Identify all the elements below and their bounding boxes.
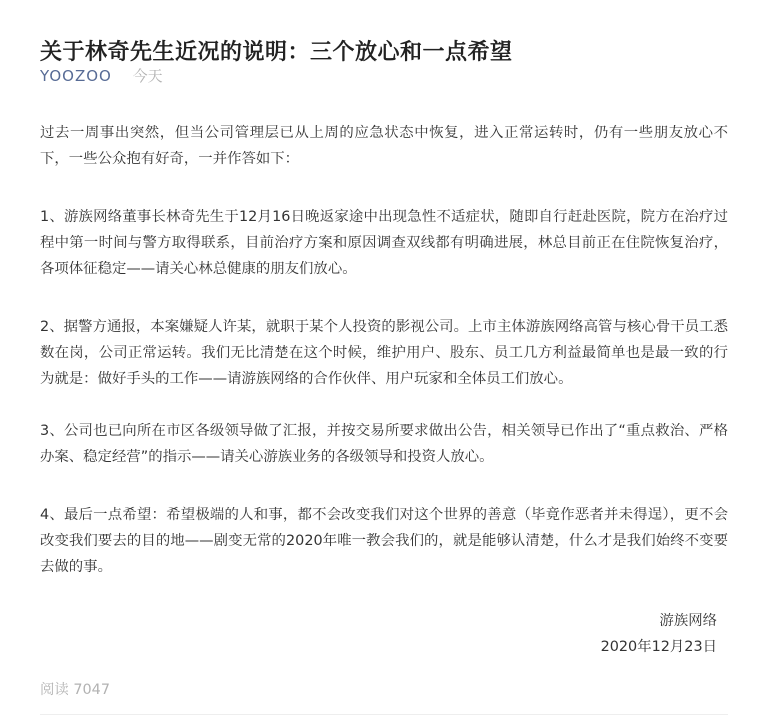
article-title: 关于林奇先生近况的说明：三个放心和一点希望 — [40, 39, 513, 65]
paragraph-intro: 过去一周事出突然，但当公司管理层已从上周的应急状态中恢复，进入正常运转时，仍有一些朋友放心不下，一些公众抱有好奇，一并作答如下： — [40, 125, 728, 167]
article-meta — [40, 66, 163, 86]
publish-date: 今天 — [132, 67, 163, 85]
signature-date: 2020年12月23日 — [600, 639, 717, 655]
paragraph-3: 3、公司也已向所在市区各级领导做了汇报，并按交易所要求做出公告，相关领导已作出了“重点救治、严格办案、稳定经营”的指示——请关心游族业务的各级领导和投资人放心。 — [40, 423, 728, 465]
read-count: 阅读 7047 — [40, 682, 110, 698]
divider — [40, 714, 728, 715]
paragraph-1: 1、游族网络董事长林奇先生于12月16日晚返家途中出现急性不适症状，随即自行赶赴医院，院方在治疗过程中第一时间与警方取得联系，目前治疗方案和原因调查双线都有明确进展，林总目前正在住院恢复治疗，各项体征稳定——请关心林总健康的朋友们放心。 — [40, 209, 728, 277]
paragraph-4: 4、最后一点希望：希望极端的人和事，都不会改变我们对这个世界的善意（毕竟作恶者并未得逞），更不会改变我们要去的目的地——剧变无常的2020年唯一教会我们的，就是能够认清楚，什么才是我们始终不变要去做的事。 — [40, 507, 728, 575]
paragraph-2: 2、据警方通报，本案嫌疑人许某，就职于某个人投资的影视公司。上市主体游族网络高管与核心骨干员工悉数在岗，公司正常运转。我们无比清楚在这个时候，维护用户、股东、员工几方利益最简单也是最一致的行为就是：做好手头的工作——请游族网络的合作伙伴、用户玩家和全体员工们放心。 — [40, 319, 728, 387]
signature: 游族网络 — [659, 613, 717, 629]
author-link[interactable]: YOOZOO — [40, 67, 112, 85]
